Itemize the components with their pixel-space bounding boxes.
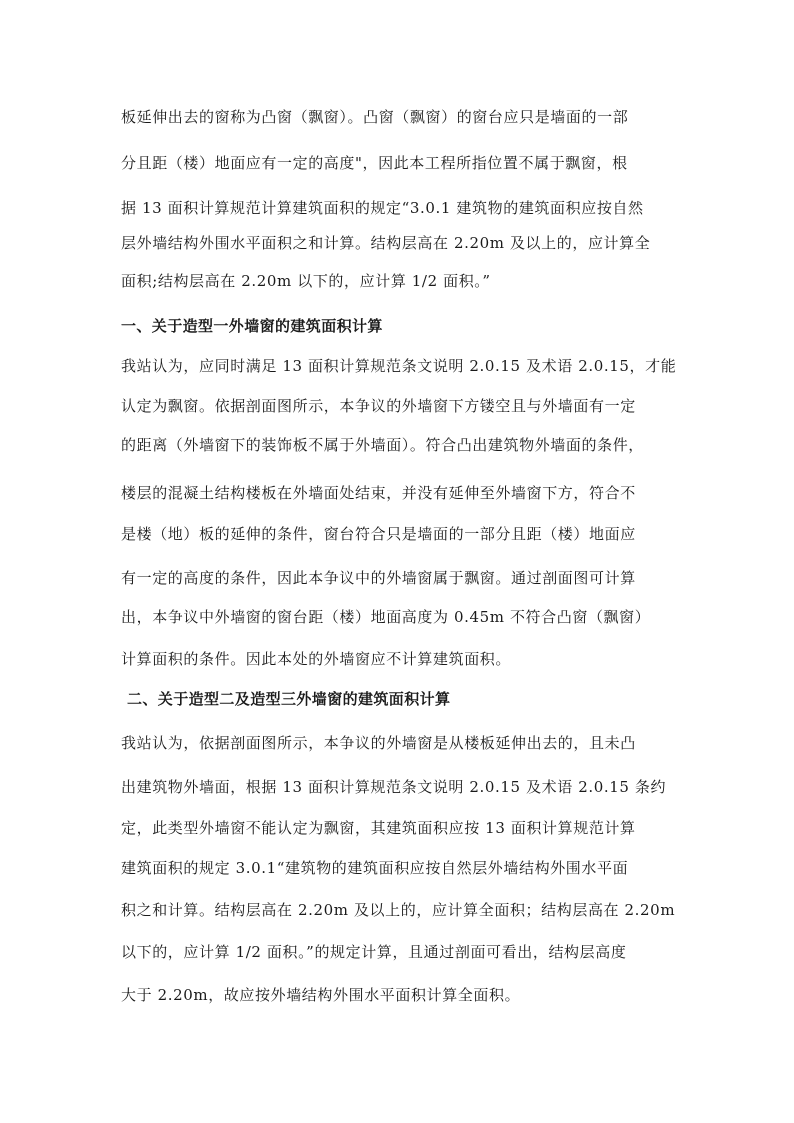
paragraph-line: 楼层的混凝土结构楼板在外墙面处结束，并没有延伸至外墙窗下方，符合不	[121, 484, 636, 502]
paragraph-line: 出，本争议中外墙窗的窗台距（楼）地面高度为 0.45m 不符合凸窗（飘窗）	[121, 608, 651, 626]
paragraph-line: 分且距（楼）地面应有一定的高度"，因此本工程所指位置不属于飘窗，根	[121, 154, 628, 172]
paragraph-line: 积之和计算。结构层高在 2.20m 及以上的，应计算全面积；结构层高在 2.20m	[121, 901, 676, 919]
paragraph-line: 有一定的高度的条件，因此本争议中的外墙窗属于飘窗。通过剖面图可计算	[121, 569, 636, 587]
paragraph-line: 我站认为，依据剖面图所示，本争议的外墙窗是从楼板延伸出去的，且未凸	[121, 734, 636, 752]
paragraph-line: 的距离（外墙窗下的装饰板不属于外墙面）。符合凸出建筑物外墙面的条件，	[121, 436, 644, 454]
section-heading-1: 一、关于造型一外墙窗的建筑面积计算	[121, 317, 383, 335]
paragraph-line: 据 13 面积计算规范计算建筑面积的规定“3.0.1 建筑物的建筑面积应按自然	[121, 199, 644, 217]
paragraph-line: 是楼（地）板的延伸的条件，窗台符合只是墙面的一部分且距（楼）地面应	[121, 525, 636, 543]
paragraph-line: 板延伸出去的窗称为凸窗（飘窗）。凸窗（飘窗）的窗台应只是墙面的一部	[121, 108, 629, 126]
paragraph-line: 层外墙结构外围水平面积之和计算。结构层高在 2.20m 及以上的，应计算全	[121, 234, 651, 252]
paragraph-line: 大于 2.20m，故应按外墙结构外围水平面积计算全面积。	[121, 986, 521, 1004]
paragraph-line: 面积;结构层高在 2.20m 以下的，应计算 1/2 面积。”	[121, 272, 491, 290]
paragraph-line: 建筑面积的规定 3.0.1“建筑物的建筑面积应按自然层外墙结构外围水平面	[121, 859, 629, 877]
paragraph-line: 我站认为，应同时满足 13 面积计算规范条文说明 2.0.15 及术语 2.0.15，才能	[121, 357, 677, 375]
paragraph-line: 以下的，应计算 1/2 面积。”的规定计算，且通过剖面可看出，结构层高度	[121, 943, 627, 961]
paragraph-line: 出建筑物外墙面，根据 13 面积计算规范条文说明 2.0.15 及术语 2.0.15 条约	[121, 778, 667, 796]
paragraph-line: 计算面积的条件。因此本处的外墙窗应不计算建筑面积。	[121, 650, 512, 668]
paragraph-line: 定，此类型外墙窗不能认定为飘窗，其建筑面积应按 13 面积计算规范计算	[121, 819, 636, 837]
paragraph-line: 认定为飘窗。依据剖面图所示，本争议的外墙窗下方镂空且与外墙面有一定	[121, 397, 636, 415]
section-heading-2: 二、关于造型二及造型三外墙窗的建筑面积计算	[127, 690, 451, 708]
